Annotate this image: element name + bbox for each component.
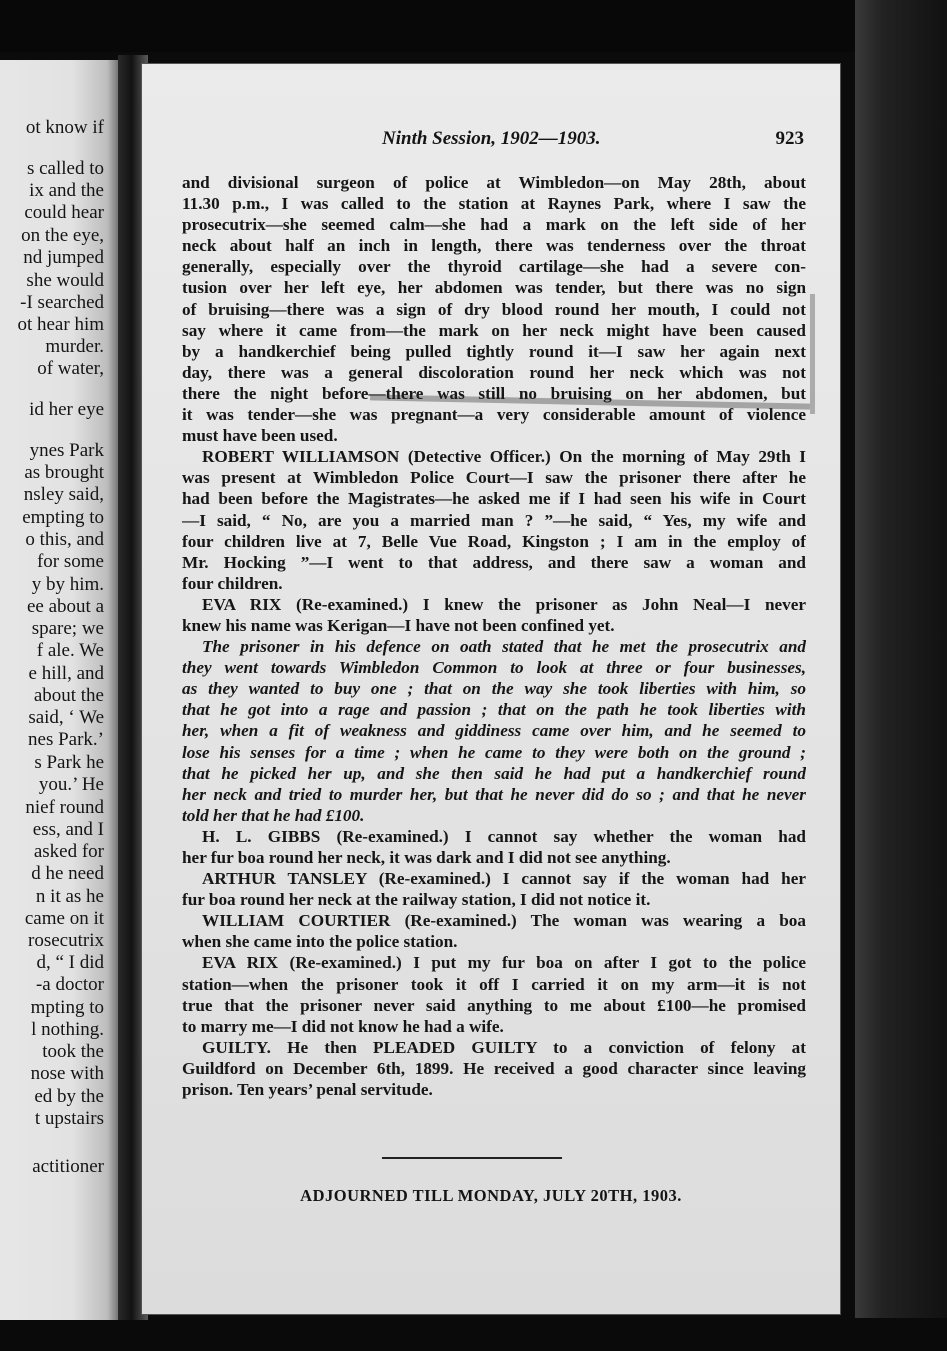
page-body-text (182, 172, 806, 1100)
facing-page-text-fragment: nes Park.’ (28, 729, 104, 750)
body-text-line: EVA RIX (Re-examined.) I knew the prisoner as John Neal—I never (202, 594, 806, 614)
facing-page-text-fragment: ed by the (34, 1086, 104, 1107)
facing-page-text-fragment: rosecutrix (28, 930, 104, 951)
facing-page-text-fragment: could hear (24, 202, 104, 223)
body-text-line: that he picked her up, and she then said he had put a handkerchief round (182, 763, 806, 783)
body-text-line: as they wanted to buy one ; that on the way she took liberties with him, so (182, 679, 806, 699)
facing-page-text-fragment: ynes Park (29, 440, 104, 461)
facing-page-text-fragment: nd jumped (23, 247, 104, 268)
body-text-line: fur boa round her neck at the railway station, I did not notice it. (182, 890, 651, 910)
body-text-line: true that the prisoner never said anything to me about £100—he promised (182, 995, 806, 1015)
body-text-line: four children. (182, 573, 283, 593)
body-text-line: ARTHUR TANSLEY (Re-examined.) I cannot say if the woman had her (202, 869, 806, 889)
body-text-line: told her that he had £100. (182, 805, 365, 825)
facing-page-text-fragment: n it as he (35, 886, 104, 907)
section-rule (382, 1157, 562, 1159)
body-text-line: neck about half an inch in length, there was tenderness over the throat (182, 236, 806, 256)
body-text-line: EVA RIX (Re-examined.) I put my fur boa on after I got to the police (202, 953, 806, 973)
facing-page-text-fragment: -a doctor (35, 974, 104, 995)
facing-page-text-fragment: mpting to (30, 997, 104, 1018)
facing-page-text-fragment: on the eye, (21, 225, 104, 246)
facing-page-text-fragment: took the (42, 1041, 104, 1062)
body-text-line: The prisoner in his defence on oath stated that he met the prosecutrix and (202, 637, 806, 657)
facing-page-text-fragment: spare; we (31, 618, 104, 639)
facing-page-text-fragment: id her eye (29, 399, 104, 420)
facing-page-text-fragment: for some (36, 551, 104, 572)
facing-page-text-fragment: nsley said, (23, 484, 104, 505)
body-text-line: it was tender—she was pregnant—a very considerable amount of violence (182, 405, 806, 425)
body-text-line: Mr. Hocking ”—I went to that address, and there saw a woman and (182, 552, 806, 572)
facing-page-text-fragment: e hill, and (28, 663, 104, 684)
body-text-line: —I said, “ No, are you a married man ? ”—he said, “ Yes, my wife and (182, 510, 806, 530)
body-text-line: 11.30 p.m., I was called to the station at Raynes Park, where I saw the (182, 194, 806, 214)
page-number: 923 (775, 128, 804, 149)
body-text-line: her, when a fit of weakness and giddiness came over him, and he seemed to (182, 721, 806, 741)
facing-page-text-fragment: murder. (45, 336, 104, 357)
pencil-margin-mark (810, 294, 815, 414)
facing-page-text-fragment: f ale. We (36, 640, 104, 661)
page-header (182, 128, 804, 154)
page-923 (142, 64, 840, 1314)
adjourned-notice: ADJOURNED TILL MONDAY, JULY 20TH, 1903. (300, 1186, 682, 1205)
facing-page-text-fragment: s called to (26, 158, 104, 179)
body-text-line: GUILTY. He then PLEADED GUILTY to a conviction of felony at (202, 1037, 806, 1057)
body-text-line: to marry me—I did not know he had a wife. (182, 1016, 504, 1036)
facing-page-text-fragment: said, ‘ We (28, 707, 104, 728)
body-text-line: and divisional surgeon of police at Wimbledon—on May 28th, about (182, 173, 806, 192)
facing-page-text-fragment: t upstairs (34, 1108, 104, 1129)
facing-page-text-fragment: ess, and I (32, 819, 104, 840)
body-text-line: generally, especially over the thyroid cartilage—she had a severe con- (182, 257, 806, 277)
facing-page-text-fragment: s Park he (34, 752, 104, 773)
facing-page-left (0, 60, 120, 1320)
facing-page-text-fragment: about the (33, 685, 104, 706)
scan-background-right (855, 0, 947, 1351)
body-text-line: four children live at 7, Belle Vue Road, Kingston ; I am in the employ of (182, 531, 806, 551)
facing-page-text-fragment: came on it (24, 908, 104, 929)
body-text-line: must have been used. (182, 426, 338, 446)
facing-page-text-fragment: l nothing. (31, 1019, 104, 1040)
facing-page-text-fragment: ee about a (26, 596, 104, 617)
body-text-line: when she came into the police station. (182, 932, 458, 952)
body-text-line: prison. Ten years’ penal servitude. (182, 1080, 433, 1100)
facing-page-text-fragment: as brought (24, 462, 104, 483)
scan-background-top (0, 0, 947, 52)
body-text-line: of bruising—there was a sign of dry blood round her mouth, I could not (182, 299, 806, 319)
body-text-line: that he got into a rage and passion ; that on the path he took liberties with (182, 700, 806, 720)
scan-background-bottom (0, 1318, 947, 1351)
facing-page-text-fragment: empting to (22, 507, 104, 528)
body-text-line: WILLIAM COURTIER (Re-examined.) The woman was wearing a boa (202, 911, 806, 931)
body-text-line: tusion over her left eye, her abdomen was tender, but there was no sign (182, 278, 806, 298)
facing-page-text-fragment: actitioner (32, 1156, 104, 1177)
body-text-line: H. L. GIBBS (Re-examined.) I cannot say whether the woman had (202, 826, 806, 846)
facing-page-text-fragment: nief round (25, 797, 104, 818)
facing-page-text-fragment: ot know if (25, 117, 104, 138)
body-text-line: they went towards Wimbledon Common to look at three or four businesses, (182, 658, 806, 678)
running-head: Ninth Session, 1902—1903. (382, 128, 601, 149)
body-text-line: had been before the Magistrates—he asked me if I had seen his wife in Court (182, 489, 806, 509)
body-text-line: her fur boa round her neck, it was dark and I did not see anything. (182, 848, 671, 867)
body-text-line: was present at Wimbledon Police Court—I saw the prisoner there after he (182, 468, 806, 488)
facing-page-text-fragment: d, “ I did (36, 952, 104, 973)
facing-page-text-fragment: you.’ He (38, 774, 104, 795)
facing-page-text-fragment: o this, and (25, 529, 104, 550)
facing-page-text-fragment: of water, (37, 358, 104, 379)
facing-page-text-fragment: y by him. (31, 574, 104, 595)
body-text-line: ROBERT WILLIAMSON (Detective Officer.) On the morning of May 29th I (202, 447, 806, 467)
facing-page-text-fragment: -I searched (20, 292, 104, 313)
facing-page-text-fragment: asked for (33, 841, 104, 862)
body-text-line: there the night before—there was still no bruising on her abdomen, but (182, 383, 806, 403)
facing-page-text-fragment: nose with (30, 1063, 104, 1084)
body-text-line: her neck and tried to murder her, but that he never did do so ; and that he never (182, 784, 806, 804)
body-text-line: by a handkerchief being pulled tightly round it—I saw her again next (182, 341, 806, 361)
body-text-line: station—when the prisoner took it off I carried it on my arm—it is not (182, 974, 806, 994)
body-text-line: day, there was a general discoloration round her neck which was not (182, 362, 806, 382)
facing-page-text-fragment: ot hear him (17, 314, 104, 335)
facing-page-text-fragment: she would (26, 270, 104, 291)
body-text-line: knew his name was Kerigan—I have not been confined yet. (182, 615, 615, 635)
body-text-line: lose his senses for a time ; when he came to they were both on the ground ; (182, 742, 806, 762)
body-text-line: prosecutrix—she seemed calm—she had a mark on the left side of her (182, 215, 806, 235)
body-text-line: Guildford on December 6th, 1899. He received a good character since leaving (182, 1058, 806, 1078)
facing-page-text-fragment: d he need (31, 863, 104, 884)
body-text-line: say where it came from—the mark on her neck might have been caused (182, 320, 806, 340)
facing-page-text-fragment: ix and the (29, 180, 104, 201)
